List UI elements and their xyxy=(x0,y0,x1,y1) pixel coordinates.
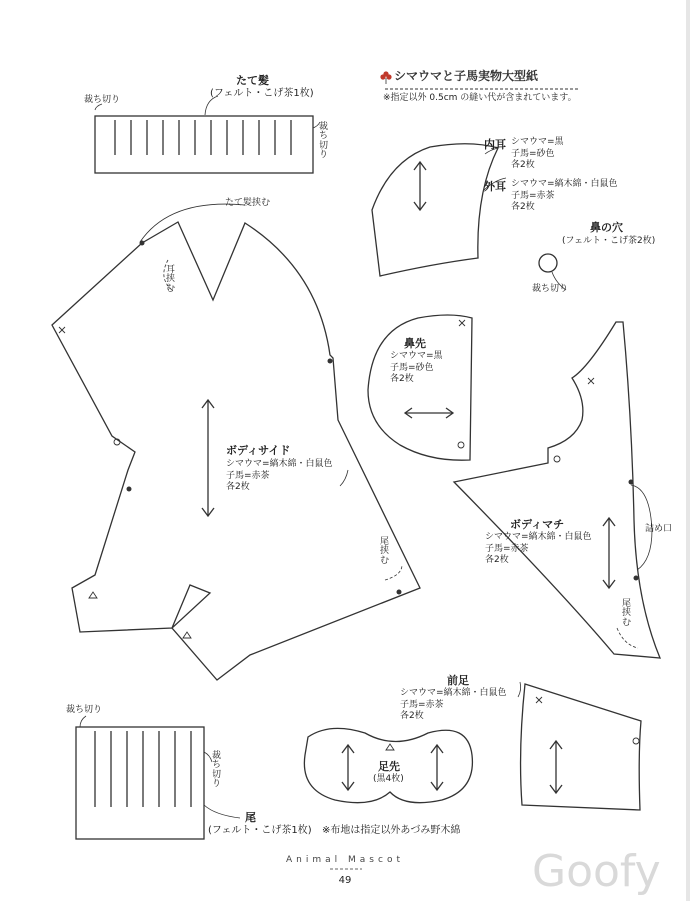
tail-cut-right: 裁ち切り xyxy=(212,751,222,790)
gusset-line: 子馬=赤茶 xyxy=(485,543,529,554)
inner-ear-line: シマウマ=黒 xyxy=(511,137,564,147)
mane-title: たて髪 xyxy=(236,74,269,87)
gusset-line: シマウマ=縞木綿・白鼠色 xyxy=(485,532,592,542)
muzzle-line: シマウマ=黒 xyxy=(390,351,443,361)
gusset-tail-insert: 尾挟む xyxy=(622,599,632,628)
body-side-line: 各2枚 xyxy=(226,482,250,493)
body-side-pattern xyxy=(52,204,420,680)
gusset-title: ボディマチ xyxy=(510,518,565,531)
body-side-spec xyxy=(226,459,333,494)
muzzle-spec xyxy=(390,351,443,386)
mane-cut-right: 裁ち切り xyxy=(319,122,329,161)
footer-brand: Animal Mascot xyxy=(286,855,404,865)
hoof-title: 足先 xyxy=(378,760,400,773)
title-bullet-icon xyxy=(380,71,391,84)
mane-spec: (フェルト・こげ茶1枚) xyxy=(210,88,314,99)
watermark: Goofy xyxy=(532,846,661,897)
mane-pattern xyxy=(95,96,320,173)
tail-spec: (フェルト・こげ茶1枚) xyxy=(208,825,312,836)
nostril-spec: (フェルト・こげ茶2枚) xyxy=(562,236,656,246)
muzzle-line: 各2枚 xyxy=(390,374,414,385)
ear-pattern xyxy=(372,144,506,276)
hoof-spec: (黒4枚) xyxy=(373,774,404,784)
inner-ear-spec xyxy=(511,137,564,172)
muzzle-title: 鼻先 xyxy=(404,337,426,350)
seam-allowance-note: ※指定以外 0.5cm の縫い代が含まれています。 xyxy=(383,93,577,103)
inner-ear-line: 子馬=砂色 xyxy=(511,148,555,159)
nostril-cut: 裁ち切り xyxy=(532,284,569,294)
fabric-note: ※布地は指定以外あづみ野木綿 xyxy=(322,825,461,836)
outer-ear-line: シマウマ=縞木綿・白鼠色 xyxy=(511,179,618,189)
inner-ear-title: 内耳 xyxy=(484,138,506,151)
tail-cut-top: 裁ち切り xyxy=(66,705,103,715)
gusset-spec xyxy=(485,532,592,567)
foreleg-title: 前足 xyxy=(447,674,469,687)
page-number: 49 xyxy=(338,875,352,886)
mane-insert-label: たて髪挟む xyxy=(225,198,271,208)
muzzle-line: 子馬=砂色 xyxy=(390,362,434,373)
outer-ear-spec xyxy=(511,179,618,214)
stuffing-opening-label: 詰め口 xyxy=(645,524,673,534)
foreleg-line: シマウマ=縞木綿・白鼠色 xyxy=(400,688,507,698)
outer-ear-title: 外耳 xyxy=(484,180,506,193)
ear-insert-label: 耳挟む xyxy=(166,265,176,294)
nostril-title: 鼻の穴 xyxy=(590,221,623,234)
body-side-line: 子馬=赤茶 xyxy=(226,470,270,481)
inner-ear-line: 各2枚 xyxy=(511,160,535,171)
body-side-title: ボディサイド xyxy=(226,444,291,457)
body-side-line: シマウマ=縞木綿・白鼠色 xyxy=(226,459,333,469)
page-title: シマウマと子馬実物大型紙 xyxy=(394,69,539,83)
foreleg-line: 子馬=赤茶 xyxy=(400,699,444,710)
foreleg-line: 各2枚 xyxy=(400,711,424,722)
foreleg-spec xyxy=(400,688,507,723)
body-side-tail-insert: 尾挟む xyxy=(380,537,390,566)
gusset-line: 各2枚 xyxy=(485,555,509,566)
outer-ear-line: 子馬=赤茶 xyxy=(511,190,555,201)
outer-ear-line: 各2枚 xyxy=(511,202,535,213)
foreleg-pattern xyxy=(518,682,641,810)
tail-title: 尾 xyxy=(245,811,256,824)
mane-cut-left: 裁ち切り xyxy=(84,95,121,105)
